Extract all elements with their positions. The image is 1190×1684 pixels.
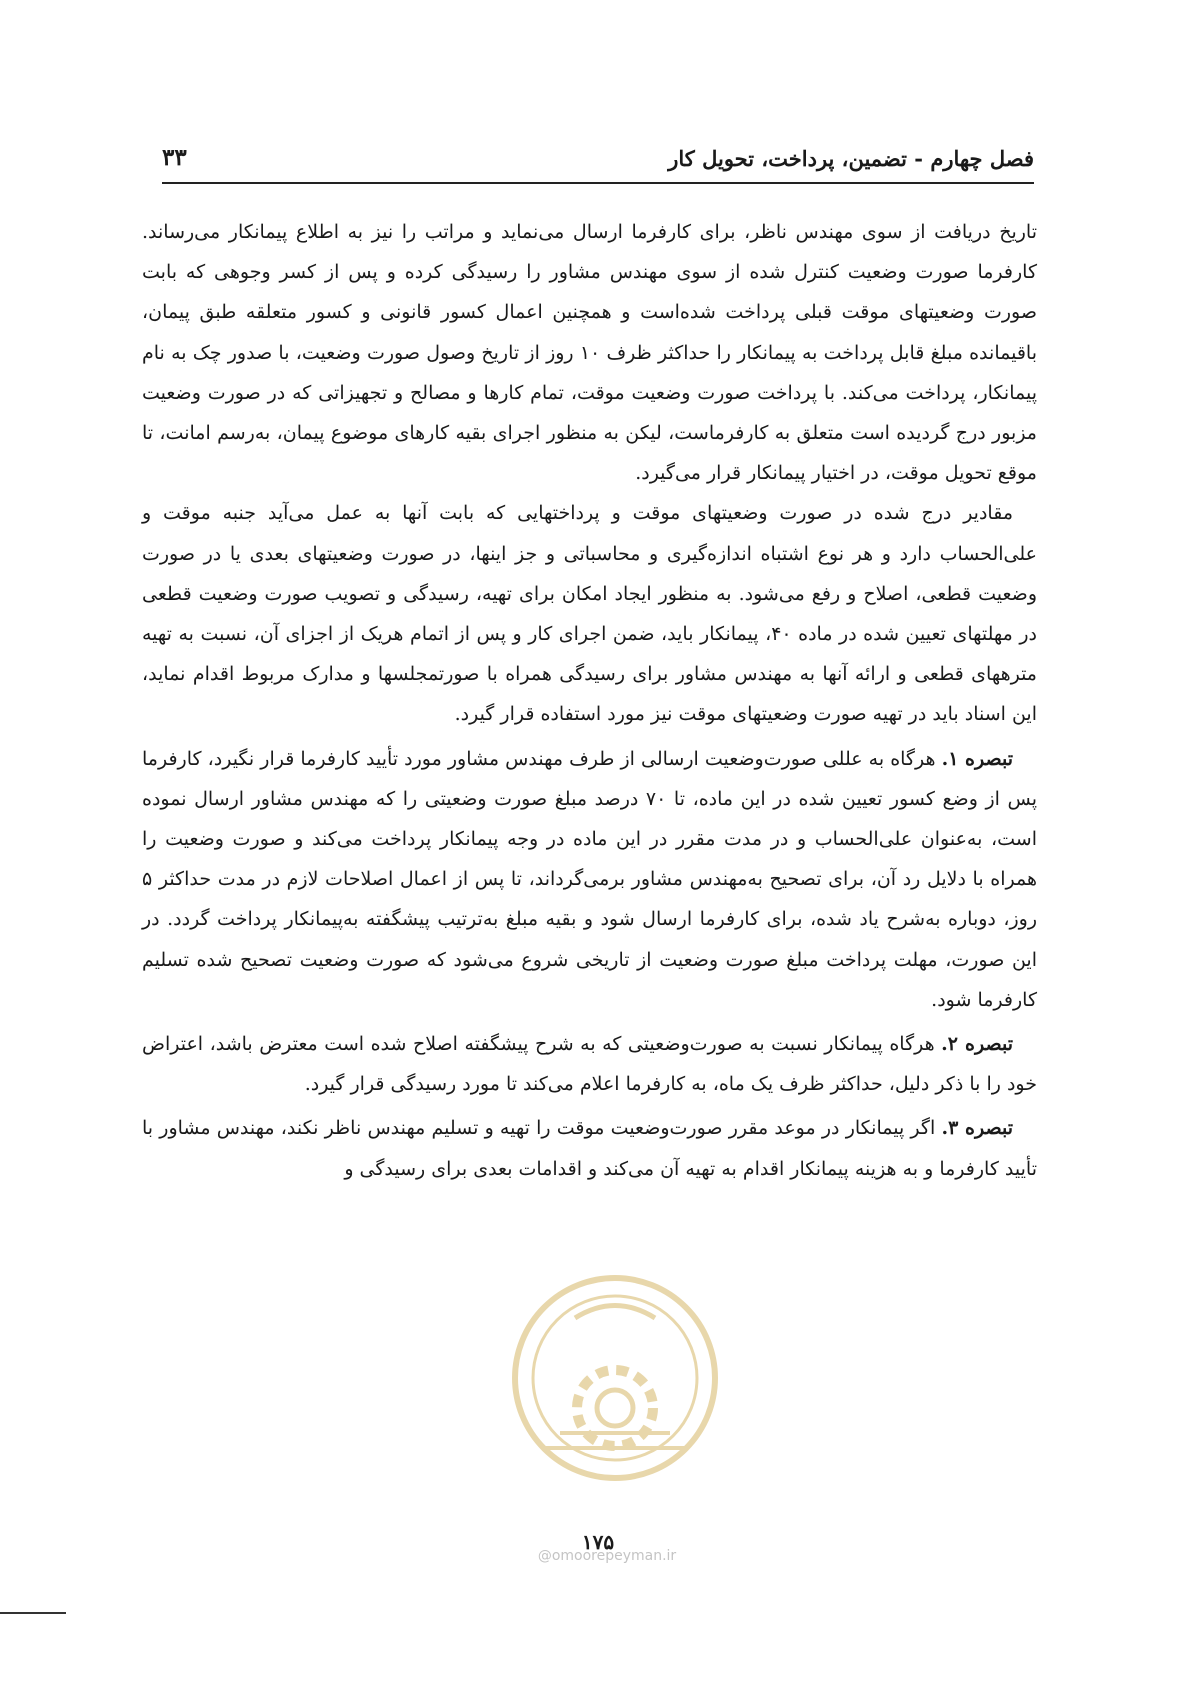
paragraph-1: تاریخ دریافت از سوی مهندس ناظر، برای کارفرما ارسال می‌نماید و مراتب را نیز به اطلاع پیمانکار می‌رساند. کارفرما صورت وضعیت کنترل شده از سوی مهندس مشاور را رسیدگی کرده و پس از کسر وجوهی که بابت صورت وضعیتهای موقت قبلی پرداخت شده‌است و همچنین اعمال کسور قانونی و کسور متعلقه طبق پیمان، باقیمانده مبلغ قابل پرداخت به پیمانکار را حداکثر ظرف ۱۰ روز از تاریخ وصول صورت وضعیت، با صدور چک به نام پیمانکار، پرداخت می‌کند. با پرداخت صورت وضعیت موقت، تمام کارها و مصالح و تجهیزاتی که در صورت وضعیت مزبور درج گردیده است متعلق به کارفرماست، لیکن به منظور اجرای بقیه کارهای موضوع پیمان، به‌رسم امانت، تا موقع تحویل موقت، در اختیار پیمانکار قرار می‌گیرد. [142,221,1037,485]
note-3 [142,1108,1037,1188]
watermark-logo [505,1258,725,1488]
chapter-title: فصل چهارم - تضمین، پرداخت، تحویل کار [668,146,1034,171]
note-3-label: تبصره ۳. [941,1117,1013,1140]
paragraph-2: مقادیر درج شده در صورت وضعیتهای موقت و پرداختهایی که بابت آنها به عمل می‌آید جنبه موقت و علی‌الحساب دارد و هر نوع اشتباه اندازه‌گیری و محاسباتی و جز اینها، در صورت وضعیتهای بعدی یا در صورت وضعیت قطعی، اصلاح و رفع می‌شود. به منظور ایجاد امکان برای تهیه، رسیدگی و تصویب صورت وضعیت قطعی در مهلتهای تعیین شده در ماده ۴۰، پیمانکار باید، ضمن اجرای کار و پس از اتمام هریک از اجزای آن، نسبت به تهیه مترههای قطعی و ارائه آنها به مهندس مشاور برای رسیدگی همراه با صورتمجلسها و مدارک مربوط اقدام نماید، این اسناد باید در تهیه صورت وضعیتهای موقت نیز مورد استفاده قرار گیرد. [142,502,1037,726]
printed-page-number: ۱۷۵ [581,1530,615,1554]
margin-line [0,1612,66,1614]
book-page-number: ۳۳ [162,144,187,171]
note-3-text: اگر پیمانکار در موعد مقرر صورت‌وضعیت موقت را تهیه و تسلیم مهندس ناظر نکند، مهندس مشاور با تأیید کارفرما و به هزینه پیمانکار اقدام به تهیه آن می‌کند و اقدامات بعدی برای رسیدگی و [142,1117,1037,1180]
note-2-label: تبصره ۲. [941,1033,1013,1056]
article-body [142,212,1037,1189]
note-1 [142,739,1037,1020]
note-2 [142,1024,1037,1104]
note-1-text: هرگاه به عللی صورت‌وضعیت ارسالی از طرف مهندس مشاور مورد تأیید کارفرما قرار نگیرد، کارفرما پس از وضع کسور تعیین شده در این ماده، تا ۷۰ درصد مبلغ صورت وضعیتی را که مهندس مشاور ارسال نموده است، به‌عنوان علی‌الحساب و در مدت مقرر در این ماده در وجه پیمانکار پرداخت می‌کند و صورت وضعیت را همراه با دلایل رد آن، برای تصحیح به‌مهندس مشاور برمی‌گرداند، تا پس از اعمال اصلاحات لازم در مدت حداکثر ۵ روز، دوباره به‌شرح یاد شده، برای کارفرما ارسال شود و بقیه مبلغ به‌ترتیب پیشگفته به‌پیمانکار پرداخت گردد. در این صورت، مهلت پرداخت مبلغ صورت وضعیت از تاریخی شروع می‌شود که صورت وضعیت تصحیح شده تسلیم کارفرما شود. [142,747,1037,1011]
watermark-url: @omoorepeyman.ir [537,1548,677,1564]
note-1-label: تبصره ۱. [941,747,1013,770]
note-2-text: هرگاه پیمانکار نسبت به صورت‌وضعیتی که به شرح پیشگفته اصلاح شده است معترض باشد، اعتراض خود را با ذکر دلیل، حداکثر ظرف یک ماه، به کارفرما اعلام می‌کند تا مورد رسیدگی قرار گیرد. [142,1033,1037,1096]
page-header [162,142,1034,184]
